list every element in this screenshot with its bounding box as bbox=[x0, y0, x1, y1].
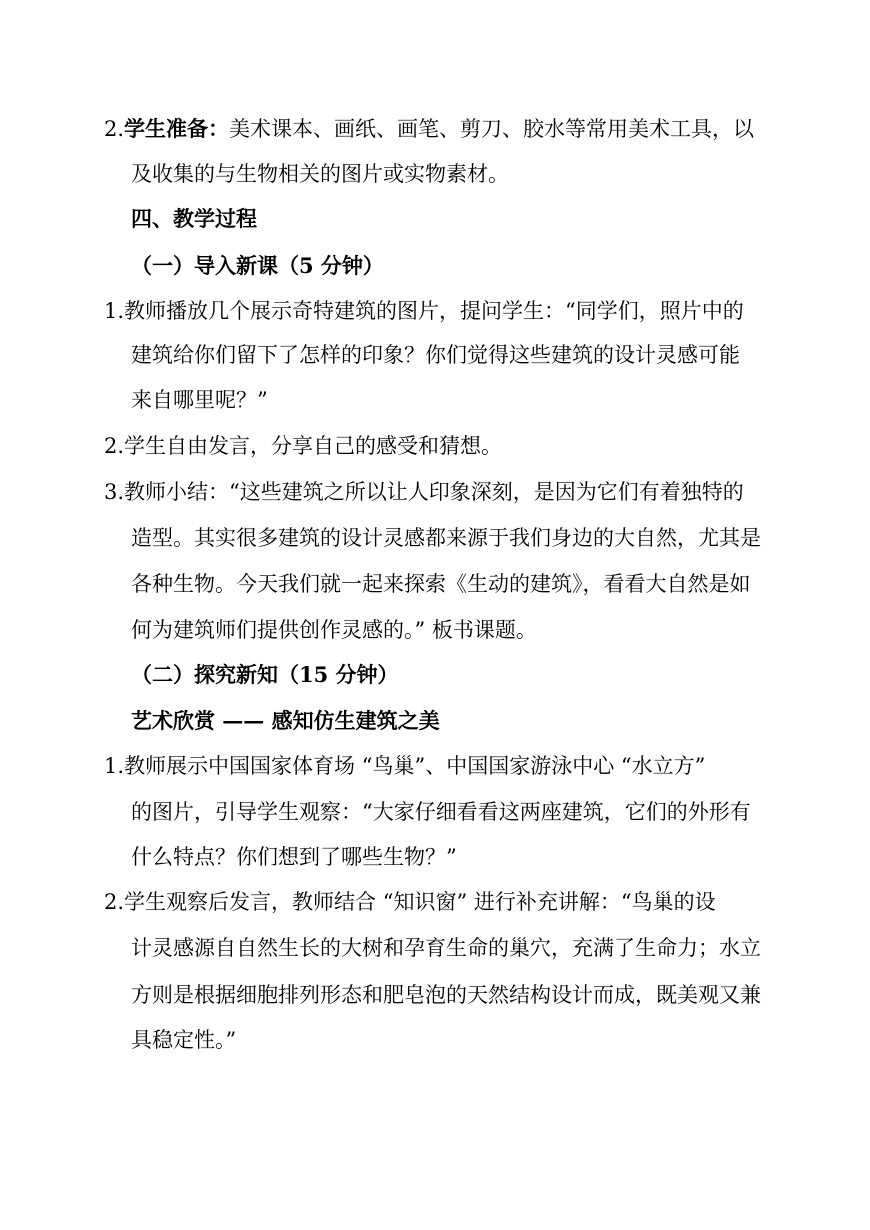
text-line bbox=[104, 480, 744, 504]
list-number: 2. bbox=[104, 434, 125, 458]
text-line bbox=[131, 845, 457, 869]
line-text: 具稳定性。” bbox=[131, 1028, 237, 1052]
text-line bbox=[104, 434, 502, 458]
text-line bbox=[131, 800, 751, 824]
line-text: 什么特点？你们想到了哪些生物？” bbox=[131, 845, 457, 869]
text-line bbox=[131, 343, 740, 367]
text-line bbox=[131, 388, 268, 412]
text-line bbox=[131, 572, 751, 596]
heading-text: （一）导入新课（5 分钟） bbox=[131, 253, 384, 278]
subsection-heading bbox=[131, 254, 384, 278]
line-text: 教师展示中国国家体育场 “鸟巢”、中国国家游泳中心 “水立方” bbox=[124, 754, 706, 778]
list-number: 1. bbox=[104, 754, 125, 778]
topic-heading bbox=[131, 709, 440, 733]
line-text: 美术课本、画纸、画笔、剪刀、胶水等常用美术工具，以 bbox=[229, 117, 755, 141]
line-text: 方则是根据细胞排列形态和肥皂泡的天然结构设计而成，既美观又兼 bbox=[131, 983, 761, 1007]
line-text: 建筑给你们留下了怎样的印象？你们觉得这些建筑的设计灵感可能 bbox=[131, 343, 740, 367]
line-text: 教师小结：“这些建筑之所以让人印象深刻，是因为它们有着独特的 bbox=[124, 480, 744, 504]
line-text: 各种生物。今天我们就一起来探索《生动的建筑》，看看大自然是如 bbox=[131, 572, 751, 596]
text-line bbox=[131, 1028, 236, 1052]
text-line bbox=[131, 936, 761, 960]
list-number: 3. bbox=[104, 480, 125, 504]
section-heading bbox=[131, 207, 257, 231]
text-line bbox=[131, 526, 761, 550]
line-text: 的图片，引导学生观察：“大家仔细看看这两座建筑，它们的外形有 bbox=[131, 800, 751, 824]
line-text: 何为建筑师们提供创作灵感的。” 板书课题。 bbox=[131, 618, 537, 642]
line-text: 来自哪里呢？” bbox=[131, 388, 268, 412]
line-text: 及收集的与生物相关的图片或实物素材。 bbox=[131, 162, 509, 186]
heading-text: （二）探究新知（15 分钟） bbox=[131, 662, 399, 687]
list-number: 2. bbox=[104, 890, 125, 914]
line-text: 学生观察后发言，教师结合 “知识窗” 进行补充讲解：“鸟巢的设 bbox=[124, 890, 716, 914]
text-line bbox=[104, 117, 754, 141]
text-line bbox=[104, 890, 716, 914]
list-number: 2. bbox=[104, 117, 125, 141]
heading-text: 艺术欣赏 —— 感知仿生建筑之美 bbox=[131, 708, 440, 733]
line-text: 学生自由发言，分享自己的感受和猜想。 bbox=[124, 434, 503, 458]
list-number: 1. bbox=[104, 299, 125, 323]
text-line bbox=[104, 754, 705, 778]
heading-text: 四、教学过程 bbox=[131, 206, 257, 231]
text-line bbox=[131, 983, 761, 1007]
line-text: 教师播放几个展示奇特建筑的图片，提问学生：“同学们，照片中的 bbox=[124, 299, 744, 323]
subsection-heading bbox=[131, 663, 399, 687]
text-line bbox=[131, 162, 509, 186]
bold-label: 学生准备： bbox=[124, 116, 230, 141]
line-text: 计灵感源自自然生长的大树和孕育生命的巢穴，充满了生命力；水立 bbox=[131, 936, 761, 960]
line-text: 造型。其实很多建筑的设计灵感都来源于我们身边的大自然，尤其是 bbox=[131, 526, 761, 550]
text-line bbox=[131, 618, 537, 642]
text-line bbox=[104, 299, 744, 323]
